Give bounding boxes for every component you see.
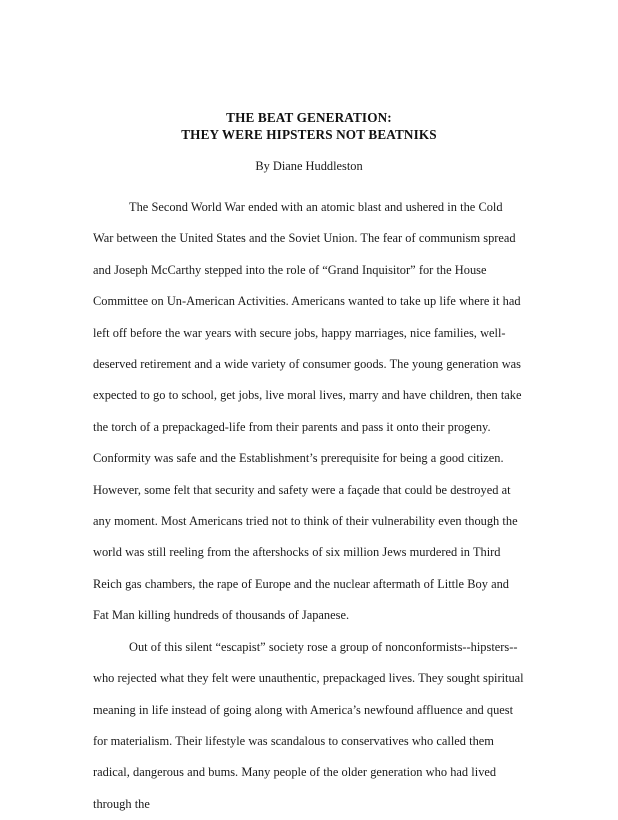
author-byline: By Diane Huddleston <box>255 159 363 173</box>
page-title <box>93 110 525 143</box>
title-block <box>93 110 525 143</box>
paragraph: The Second World War ended with an atomic blast and ushered in the Cold War between the United States and the Soviet Union. The fear of communism spread and Joseph McCarthy stepped into the role of “Grand Inquisitor” for the House Committee on Un-American Activities. Americans wanted to take up life where it had left off before the war years with secure jobs, happy marriages, nice families, well-deserved retirement and a wide variety of consumer goods. The young generation was expected to go to school, get jobs, live moral lives, marry and have children, then take the torch of a prepackaged-life from their parents and pass it onto their progeny. Conformity was safe and the Establishment’s prerequisite for being a good citizen. However, some felt that security and safety were a façade that could be destroyed at any moment. Most Americans tried not to think of their vulnerability even though the world was still reeling from the aftershocks of six million Jews murdered in Third Reich gas chambers, the rape of Europe and the nuclear aftermath of Little Boy and Fat Man killing hundreds of thousands of Japanese. <box>93 200 522 623</box>
paragraph: Out of this silent “escapist” society rose a group of nonconformists--hipsters--who rejected what they felt were unauthentic, prepackaged lives. They sought spiritual meaning in life instead of going along with America’s newfound affluence and quest for materialism. Their lifestyle was scandalous to conservatives who called them radical, dangerous and bums. Many people of the older generation who had lived through the <box>93 639 524 811</box>
title-line-1: THE BEAT GENERATION: <box>226 110 392 125</box>
body-text <box>93 192 525 820</box>
title-line-2: THEY WERE HIPSTERS NOT BEATNIKS <box>181 126 437 142</box>
